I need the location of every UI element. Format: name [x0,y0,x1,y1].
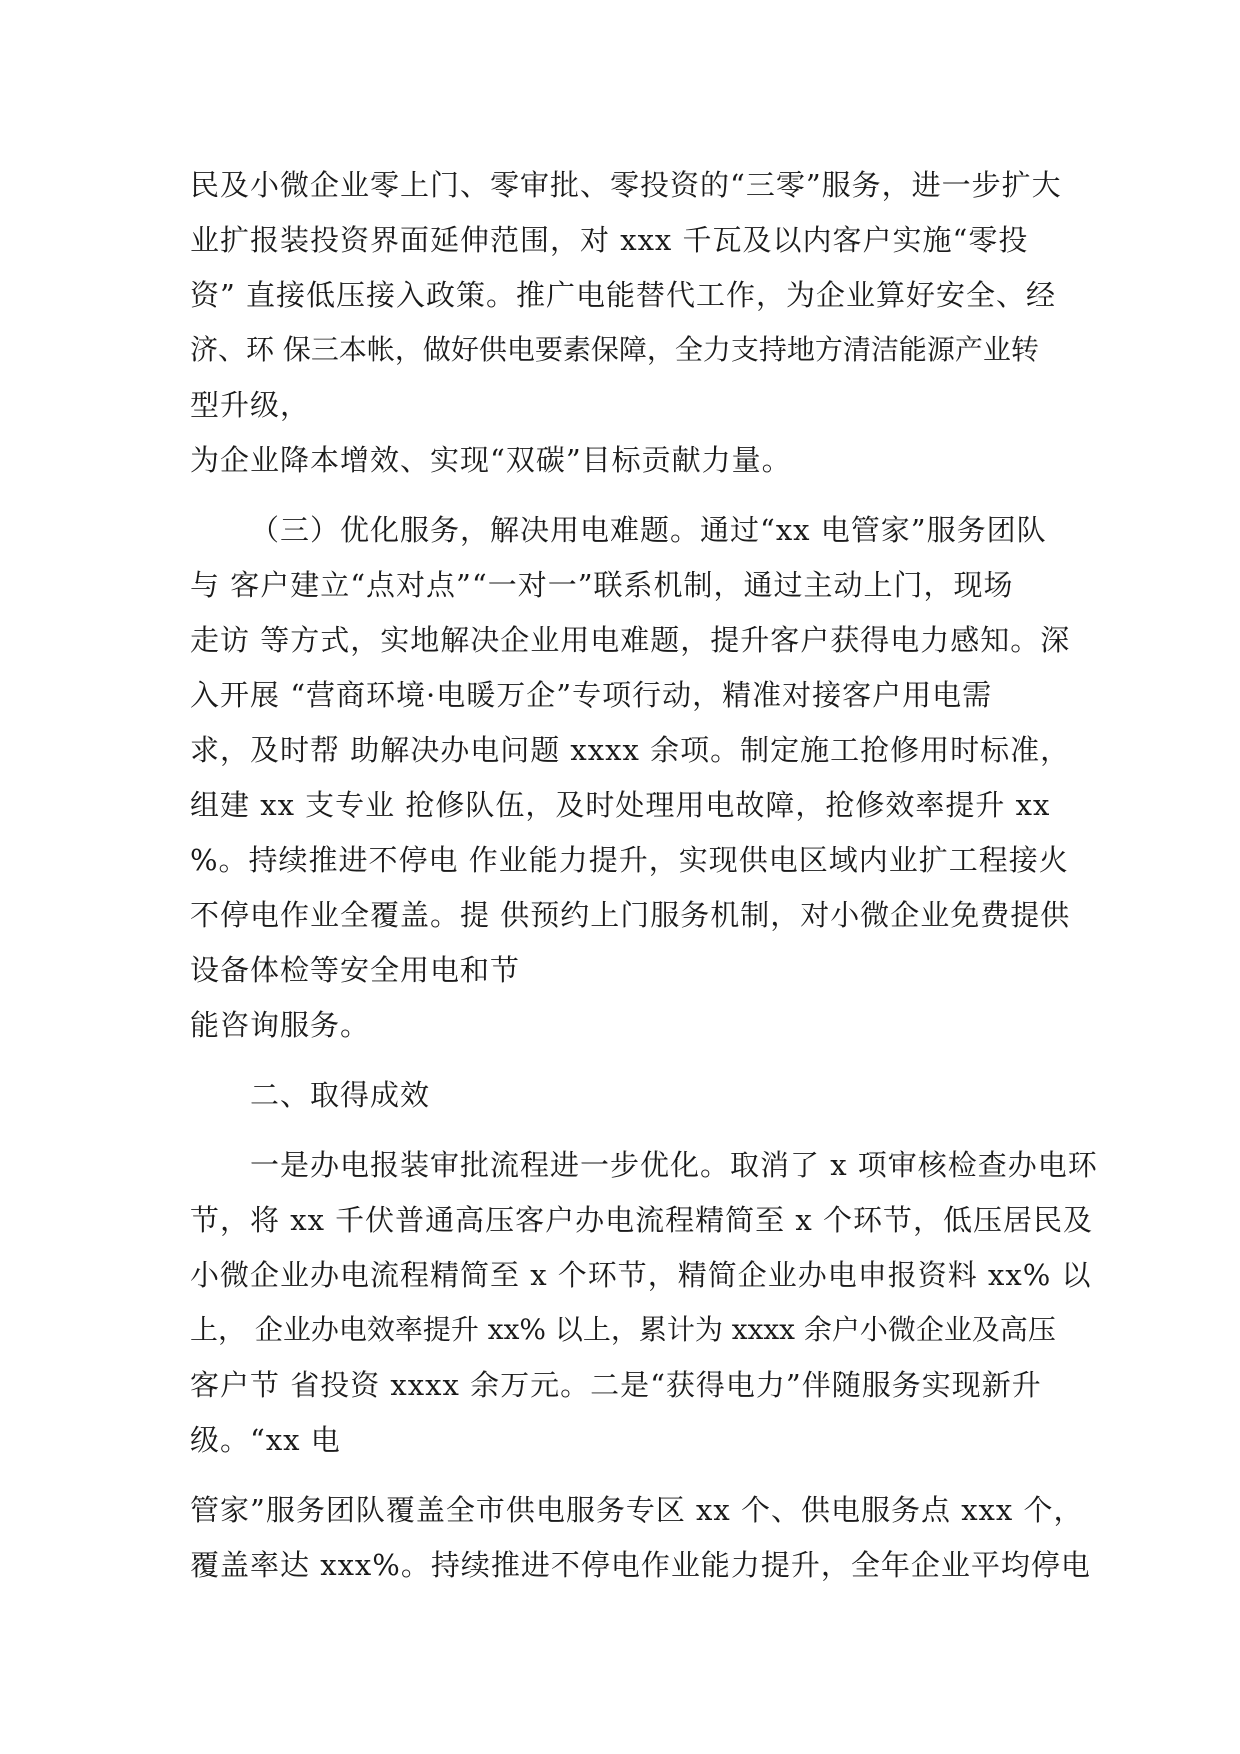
text-line-14: 不停电作业全覆盖。提 供预约上门服务机制，对小微企业免费提供 [190,898,1071,932]
text-line-8: 与 客户建立“点对点”“一对一”联系机制，通过主动上门，现场 [190,568,1014,602]
text-line-13: %。持续推进不停电 作业能力提升，实现供电区域内业扩工程接火 [190,843,1069,877]
text-line-21: 上， 企业办电效率提升 xx% 以上，累计为 xxxx 余户小微企业及高压 [190,1313,1056,1346]
text-line-9: 走访 等方式，实地解决企业用电难题，提升客户获得电力感知。深 [190,623,1071,657]
text-line-18: 一是办电报装审批流程进一步优化。取消了 x 项审核检查办电环 [250,1148,1098,1182]
text-line-16: 能咨询服务。 [190,1008,371,1042]
text-line-25: 覆盖率达 xxx%。持续推进不停电作业能力提升，全年企业平均停电 [190,1548,1091,1582]
text-line-22: 客户节 省投资 xxxx 余万元。二是“获得电力”伴随服务实现新升 [190,1368,1042,1402]
text-line-5: 型升级， [190,388,311,422]
text-line-19: 节，将 xx 千伏普通高压客户办电流程精简至 x 个环节，低压居民及 [190,1203,1093,1237]
text-line-1: 民及小微企业零上门、零审批、零投资的“三零”服务，进一步扩大 [190,168,1062,202]
section-three-heading: （三）优化服务，解决用电难题。通过“xx 电管家”服务团队 [250,513,1047,547]
text-line-3: 资” 直接低压接入政策。推广电能替代工作，为企业算好安全、经 [190,278,1057,312]
text-line-23: 级。“xx 电 [190,1423,341,1457]
text-line-11: 求，及时帮 助解决办电问题 xxxx 余项。制定施工抢修用时标准， [190,733,1071,767]
text-line-15: 设备体检等安全用电和节 [190,953,521,987]
text-line-4: 济、环 保三本帐，做好供电要素保障，全力支持地方清洁能源产业转 [190,333,1039,366]
text-line-24: 管家”服务团队覆盖全市供电服务专区 xx 个、供电服务点 xxx 个， [190,1493,1084,1527]
section-two-heading: 二、取得成效 [250,1078,431,1112]
text-line-2: 业扩报装投资界面延伸范围，对 xxx 千瓦及以内客户实施“零投 [190,223,1029,257]
text-line-10: 入开展 “营商环境·电暖万企”专项行动，精准对接客户用电需 [190,678,993,712]
text-line-12: 组建 xx 支专业 抢修队伍，及时处理用电故障，抢修效率提升 xx [190,788,1051,822]
text-line-6: 为企业降本增效、实现“双碳”目标贡献力量。 [190,443,792,477]
text-line-20: 小微企业办电流程精简至 x 个环节，精简企业办电申报资料 xx% 以 [190,1258,1092,1292]
